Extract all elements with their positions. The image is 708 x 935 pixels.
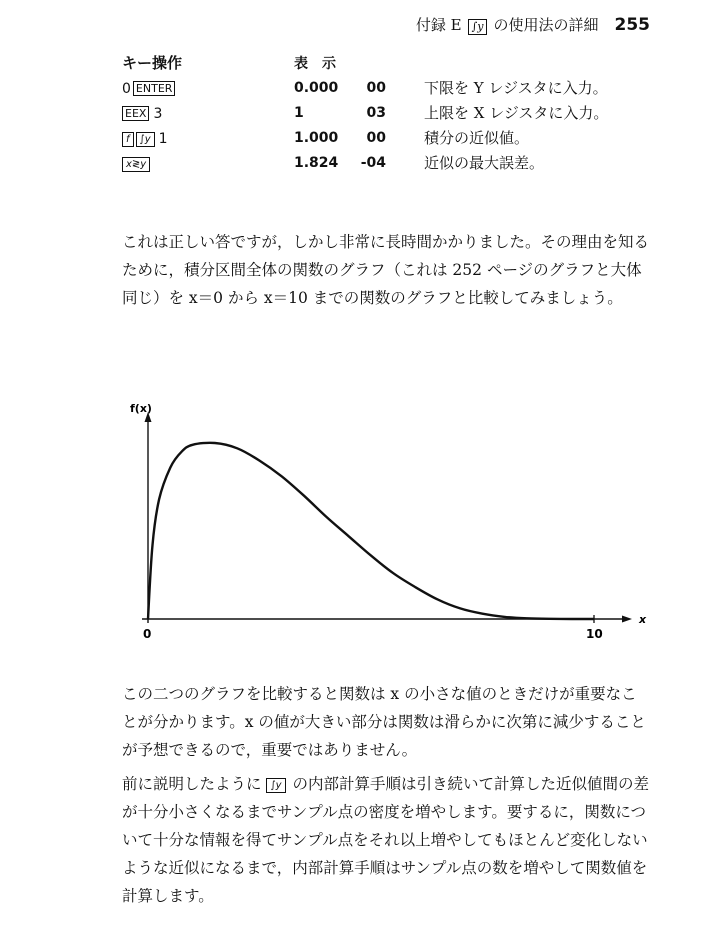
key-suffix: 3 (153, 105, 163, 122)
key-prefix: 0 (122, 80, 131, 97)
col-header-keystrokes: キー操作 (122, 54, 183, 72)
header-subtitle: の使用法の詳細 (493, 16, 599, 34)
x-tick-label-0: 0 (143, 627, 152, 638)
col-header-display: 表 示 (294, 55, 336, 72)
key-suffix: 1 (158, 131, 168, 148)
paragraph3-text-before: 前に説明したように (122, 775, 262, 793)
enter-key: ENTER (133, 81, 176, 96)
row-note: 積分の近似値。 (424, 129, 530, 147)
x-axis-label: x (639, 613, 647, 626)
display-mantissa: 1.824 (294, 154, 339, 171)
row-note: 近似の最大誤差。 (424, 154, 545, 172)
y-axis-label: f(x) (130, 402, 152, 415)
keystroke-cell (122, 106, 162, 122)
col-header-note (424, 52, 608, 75)
display-exponent: 00 (366, 129, 386, 146)
display-exponent: -04 (360, 154, 386, 171)
eex-key: EEX (122, 106, 149, 121)
integrate-key-icon: ∫y (468, 19, 488, 35)
x-axis-arrow-icon (622, 616, 632, 623)
keystroke-cell (122, 157, 152, 172)
display-mantissa: 1.000 (294, 129, 339, 146)
paragraph3-text-after: の内部計算手順は引き続いて計算した近似値間の差が十分小さくなるまでサンプル点の密度を増やします。要するに，関数について十分な情報を得てサンプル点をそれ以上増やしてもほとんど変化しないような近似になるまで，内部計算手順はサンプル点の数を増やして関数値を計算します。 (122, 775, 650, 905)
display-mantissa: 0.000 (294, 79, 339, 96)
table-row (122, 150, 608, 175)
keystroke-cell (122, 131, 168, 147)
table-header-row (122, 52, 608, 75)
x-exchange-y-key: x≷y (122, 157, 150, 172)
function-graph (122, 398, 662, 638)
display-exponent: 00 (366, 79, 386, 96)
integrate-key-icon: ∫y (266, 778, 285, 793)
display-value (294, 105, 386, 121)
header-title: 付録 E (415, 16, 462, 34)
x-tick-label-10: 10 (586, 627, 603, 638)
running-header (416, 14, 650, 35)
table-row (122, 75, 608, 100)
row-note: 上限を X レジスタに入力。 (424, 104, 609, 122)
keystroke-cell (122, 81, 177, 97)
series-line-f (148, 443, 594, 619)
f-shift-key: f (122, 132, 134, 147)
display-value (294, 80, 386, 96)
integrate-key-icon: ∫y (136, 132, 155, 147)
display-mantissa: 1 (294, 104, 304, 121)
keystroke-table (122, 52, 608, 175)
display-exponent: 03 (366, 104, 386, 121)
page-number: 255 (614, 15, 650, 35)
paragraph-intro: これは正しい答ですが，しかし非常に長時間かかりました。その理由を知るために，積分区間全体の関数のグラフ（これは 252 ページのグラフと大体同じ）を x＝0 から x＝10 までの関数のグラフと比較してみましょう。 (122, 233, 650, 307)
row-note: 下限を Y レジスタに入力。 (424, 79, 608, 97)
paragraph-comparison: この二つのグラフを比較すると関数は x の小さな値のときだけが重要なことが分かります。x の値が大きい部分は関数は滑らかに次第に減少することが予想できるので，重要ではありません。 (122, 685, 646, 759)
table-row (122, 100, 608, 125)
display-value (294, 155, 386, 171)
paragraph-algorithm (122, 770, 652, 910)
display-value (294, 130, 386, 146)
table-row (122, 125, 608, 150)
